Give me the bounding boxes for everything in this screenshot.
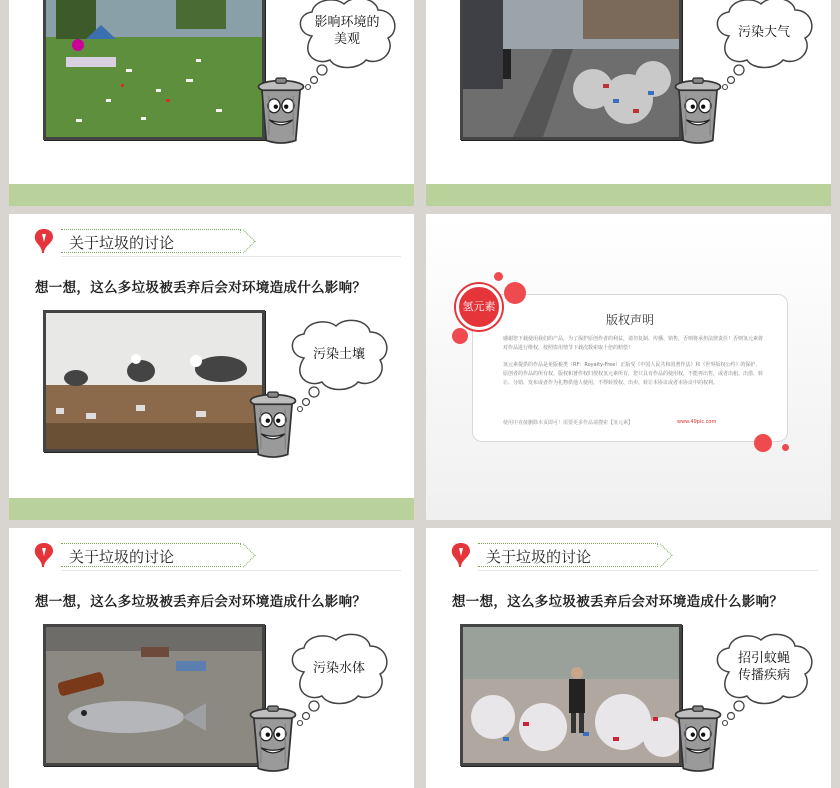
slide-footer-bar xyxy=(9,498,414,520)
slide-title: 关于垃圾的讨论 xyxy=(486,548,592,566)
slide-copyright[interactable] xyxy=(426,214,831,520)
decor-dot xyxy=(494,272,503,281)
bubble-line-1: 影响环境的 xyxy=(314,15,380,30)
thought-bubble-icon xyxy=(284,632,394,727)
slide-top-left[interactable] xyxy=(9,0,414,206)
pin-icon xyxy=(450,542,472,568)
title-tag-arrow xyxy=(231,543,255,567)
thought-bubble xyxy=(284,632,394,727)
photo-cows-garbage xyxy=(43,310,265,452)
slide-bottom-left[interactable] xyxy=(9,528,414,788)
bubble-line-2: 美观 xyxy=(333,32,360,47)
photo-park-litter xyxy=(43,0,265,140)
decor-dot xyxy=(452,328,468,344)
pin-icon xyxy=(33,228,55,254)
decor-dot xyxy=(782,444,789,451)
bubble-text: 污染水体 xyxy=(312,661,365,676)
discussion-question: 想一想，这么多垃圾被丢弃后会对环境造成什么影响？ xyxy=(452,594,784,610)
thought-bubble xyxy=(709,632,819,727)
thought-bubble-icon xyxy=(709,0,819,91)
slide-title-row xyxy=(33,542,393,568)
trash-can-mascot-icon xyxy=(255,76,307,146)
slide-mid-left[interactable] xyxy=(9,214,414,520)
trash-can-mascot-icon xyxy=(672,76,724,146)
title-divider xyxy=(61,256,401,257)
bubble-text xyxy=(292,14,402,48)
slide-title-row xyxy=(33,228,393,254)
title-tag xyxy=(61,229,241,253)
decor-dot xyxy=(754,434,772,452)
bubble-line-2: 传播疾病 xyxy=(737,668,790,683)
trash-can-mascot-icon xyxy=(247,704,299,774)
copyright-title: 版权声明 xyxy=(605,313,654,327)
slide-title: 关于垃圾的讨论 xyxy=(69,234,175,252)
bubble-line-1: 招引蚊蝇 xyxy=(737,651,790,666)
trash-can-mascot-icon xyxy=(247,390,299,460)
bubble-text xyxy=(709,650,819,684)
pin-icon xyxy=(33,542,55,568)
title-divider xyxy=(478,570,818,571)
title-tag-arrow xyxy=(648,543,672,567)
trash-can-mascot-icon xyxy=(672,704,724,774)
bubble-text: 污染土壤 xyxy=(312,347,365,362)
copyright-paragraph-2: 氢元素提供的作品是免版税类（RF：Royalty-Free）正版受《中国人民共和国著作法》和《世界版权公约》的保护，原创者的作品的所有权、版权和著作权归授权氢元素所有，您只具有作品的使用权，不能再出售，或者出租、出借、转让、分销、发布或者作为礼物供他人使用，不得转授权、出卖、转让本协议或者本协议中的权利。 xyxy=(503,362,764,386)
thought-bubble xyxy=(284,318,394,413)
brand-logo: 氢元素 xyxy=(456,284,502,330)
slide-bottom-right[interactable] xyxy=(426,528,831,788)
title-tag xyxy=(61,543,241,567)
thought-bubble-icon xyxy=(284,318,394,413)
slide-footer-bar xyxy=(9,184,414,206)
copyright-paragraph-1: 感谢您下载使用我们的产品，为了保护原创作者的利益，请勿复制、传播、销售，否则将承担法律责任！否则氢元素将对作品进行维权，按照盗用情节下载次数索取十倍的赔偿！ xyxy=(503,336,764,351)
slide-footer-bar xyxy=(426,184,831,206)
discussion-question: 想一想，这么多垃圾被丢弃后会对环境造成什么影响？ xyxy=(35,280,367,296)
copyright-card xyxy=(472,294,788,442)
title-tag-arrow xyxy=(231,229,255,253)
photo-dead-fish xyxy=(43,624,265,766)
decor-dot xyxy=(504,282,526,304)
discussion-question: 想一想，这么多垃圾被丢弃后会对环境造成什么影响？ xyxy=(35,594,367,610)
thought-bubble xyxy=(709,0,819,91)
title-divider xyxy=(61,570,401,571)
title-tag xyxy=(478,543,658,567)
thought-bubble xyxy=(292,0,402,91)
slide-title: 关于垃圾的讨论 xyxy=(69,548,175,566)
copyright-footer: 使用中直接删除本页即可！需要更多作品请搜索【氢元素】 xyxy=(503,420,634,426)
photo-street-garbage xyxy=(460,0,682,140)
photo-landfill-worker xyxy=(460,624,682,766)
copyright-link[interactable]: www.49pic.com xyxy=(677,419,717,425)
slide-top-right[interactable] xyxy=(426,0,831,206)
bubble-text: 污染大气 xyxy=(737,25,790,40)
slide-title-row xyxy=(450,542,810,568)
